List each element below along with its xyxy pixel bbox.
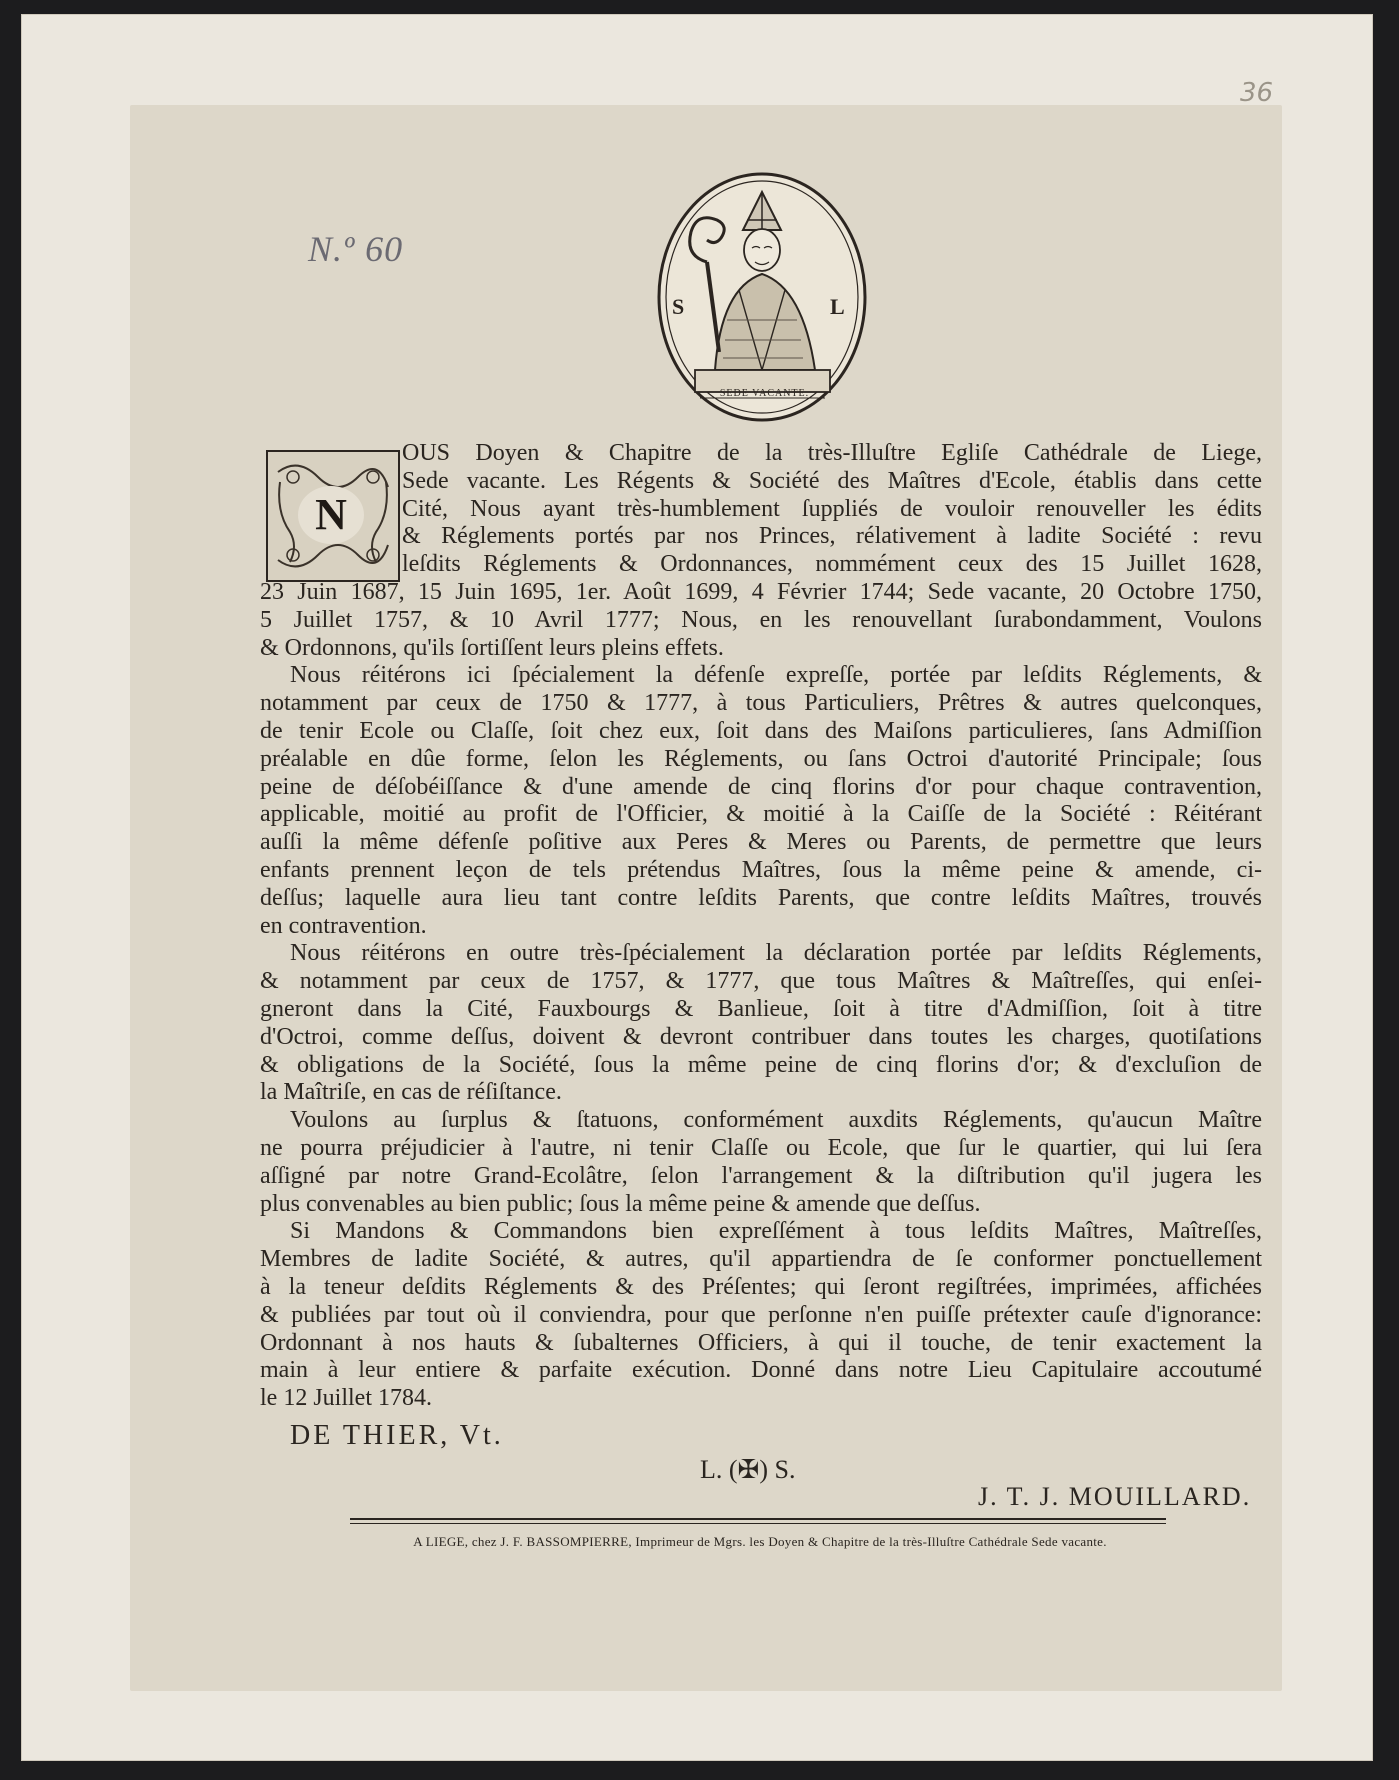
handwritten-number-mark: N.º 60 [308,229,404,269]
text-line: Sede vacante. Les Régents & Société des Maîtres d'Ecole, établis dans cette [402,467,1262,494]
text-line: & notamment par ceux de 1757, & 1777, que tous Maîtres & Maîtreſſes, qui enſei- [260,968,1262,995]
text-line: plus convenables au bien public; ſous la même peine & amende que deſſus. [260,1190,981,1217]
seal-letter-left: S [672,294,685,319]
text-line: à la teneur deſdits Réglements & des Préſentes; qui ſeront regiſtrées, imprimées, affichées [260,1273,1262,1300]
text-line: leſdits Réglements & Ordonnances, nommément ceux des 15 Juillet 1628, [402,551,1262,578]
text-line: aſſigné par notre Grand-Ecolâtre, ſelon l'arrangement & la diſtribution qu'il jugera les [260,1162,1262,1189]
text-line: Membres de ladite Société, & autres, qu'il appartiendra de ſe conformer ponctuellement [260,1246,1262,1273]
text-line: d'Octroi, comme deſſus, doivent & devront contribuer dans toutes les charges, quotiſations [260,1023,1262,1050]
rule-upper [350,1518,1166,1520]
text-line: notamment par ceux de 1750 & 1777, à tous Particuliers, Prêtres & autres quelconques, [260,690,1262,717]
folio-number: 36 [1240,78,1274,108]
text-line: de tenir Ecole ou Claſſe, ſoit chez eux, ſoit dans des Maiſons particulieres, ſans Admiſſion [260,717,1262,744]
text-line: & Réglements portés par nos Princes, rélativement à ladite Société : revu [402,523,1262,550]
text-line: auſſi la même défenſe poſitive aux Peres & Meres ou Parents, de permettre que leurs [260,829,1262,856]
text-line: applicable, moitié au profit de l'Officier, & moitié à la Caiſſe de la Société : Réitérant [260,801,1262,828]
text-line: Ordonnant à nos hauts & ſubalternes Officiers, à qui il touche, de tenir exactement la [260,1329,1262,1356]
text-line: Nous réitérons en outre très-ſpécialement la déclaration portée par leſdits Réglements, [290,940,1262,967]
text-line: & Ordonnons, qu'ils ſortiſſent leurs pleins effets. [260,634,724,661]
text-line: Voulons au ſurplus & ſtatuons, conformément auxdits Réglements, qu'aucun Maître [290,1107,1262,1134]
signature-mouillard: J. T. J. MOUILLARD. [978,1482,1252,1511]
text-line: en contravention. [260,912,427,939]
text-line: la Maîtriſe, en cas de réſiſtance. [260,1079,562,1106]
text-line: 5 Juillet 1757, & 10 Avril 1777; Nous, en les renouvellant ſurabondamment, Voulons [260,606,1262,633]
text-line: ne pourra préjudicier à l'autre, ni tenir Claſſe ou Ecole, que ſur le quartier, qui lui ſera [260,1134,1262,1161]
locus-sigilli-mark: L. (✠) S. [700,1455,796,1484]
text-line: Cité, Nous ayant très-humblement ſuppliés de vouloir renouveller les édits [402,495,1262,522]
text-line: le 12 Juillet 1784. [260,1385,432,1412]
printer-imprint: A LIEGE, chez J. F. BASSOMPIERRE, Imprimeur de Mgrs. les Doyen & Chapitre de la très-Illuſtre Cathédrale Sede vacante. [413,1534,1107,1549]
seal-caption: SEDE VACANTE. [719,388,810,399]
signature-de-thier: DE THIER, Vt. [290,1420,504,1451]
seal-letter-right: L [830,294,845,319]
ordinance-text [260,440,1262,1413]
text-line: OUS Doyen & Chapitre de la très-Illuſtre Egliſe Cathédrale de Liege, [402,440,1262,466]
text-line: deſſus; laquelle aura lieu tant contre leſdits Parents, que contre leſdits Maîtres, trouvés [260,884,1262,911]
rule-lower [350,1523,1166,1524]
text-line: 23 Juin 1687, 15 Juin 1695, 1er. Août 1699, 4 Février 1744; Sede vacante, 20 Octobre 1750, [260,578,1262,605]
text-line: & obligations de la Société, ſous la même peine de cinq florins d'or; & d'excluſion de [260,1051,1262,1078]
text-line: main à leur entiere & parfaite exécution. Donné dans notre Lieu Capitulaire accoutumé [260,1357,1262,1384]
text-line: préalable en dûe forme, ſelon les Réglements, ou ſans Octroi d'autorité Principale; ſous [260,745,1262,772]
text-line: Nous réitérons ici ſpécialement la défenſe expreſſe, portée par leſdits Réglements, & [290,662,1262,689]
text-line: Si Mandons & Commandons bien expreſſément à tous leſdits Maîtres, Maîtreſſes, [290,1218,1262,1245]
text-line: peine de déſobéiſſance & d'une amende de cinq florins d'or pour chaque contravention, [260,773,1262,800]
initial-letter: N [298,486,364,544]
text-line: & publiées par tout où il conviendra, pour que perſonne n'en puiſſe prétexter cauſe d'ignorance: [260,1301,1262,1328]
text-line: gneront dans la Cité, Fauxbourgs & Banlieue, ſoit à titre d'Admiſſion, ſoit à titre [260,995,1262,1022]
text-line: enfants prennent leçon de tels prétendus Maîtres, ſous la même peine & amende, ci- [260,856,1262,883]
